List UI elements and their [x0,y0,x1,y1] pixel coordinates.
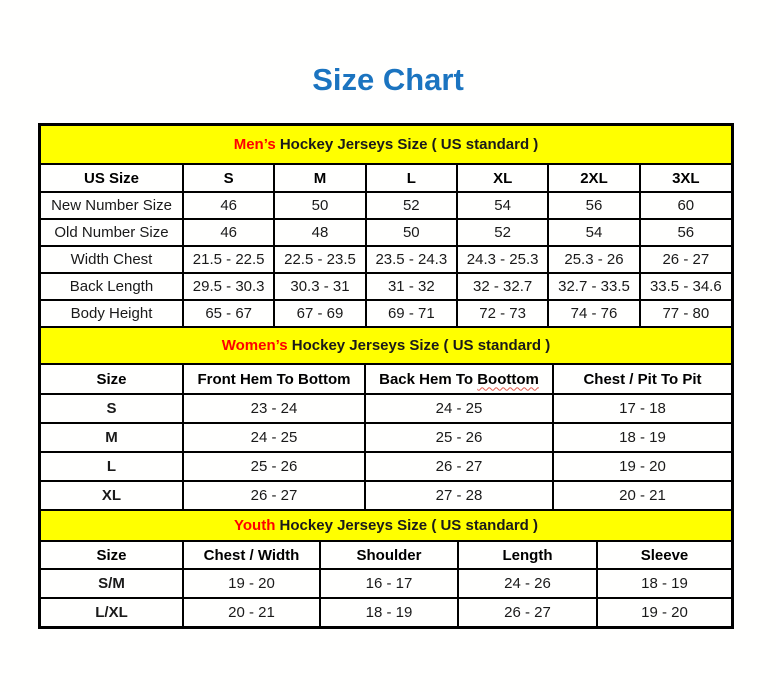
size-value: 52 [366,192,457,219]
size-value: 60 [640,192,731,219]
size-value: 52 [457,219,548,246]
column-header: Front Hem To Bottom [183,364,365,394]
column-header: Chest / Width [183,541,320,569]
column-header-row [41,164,731,192]
column-header: Length [458,541,597,569]
size-value: 17 - 18 [553,394,731,423]
mens-size-table-body [41,126,731,327]
misspelled-word: Boottom [477,370,539,388]
size-value: 19 - 20 [597,598,731,626]
size-value: 48 [274,219,365,246]
section-banner-text: Hockey Jerseys Size ( US standard ) [275,136,539,153]
section-banner-row [41,328,731,364]
size-row [41,452,731,481]
size-value: 24 - 26 [458,569,597,598]
column-header: L [366,164,457,192]
row-label: L/XL [41,598,183,626]
womens-size-table-body [41,328,731,510]
section-banner-row [41,126,731,164]
size-value: 23.5 - 24.3 [366,246,457,273]
size-value: 21.5 - 22.5 [183,246,274,273]
size-row [41,569,731,598]
column-header: Sleeve [597,541,731,569]
size-value: 72 - 73 [457,300,548,327]
column-header: S [183,164,274,192]
size-value: 23 - 24 [183,394,365,423]
size-value: 24 - 25 [365,394,553,423]
row-label: M [41,423,183,452]
section-banner-highlight: Women’s [221,337,288,354]
size-value: 65 - 67 [183,300,274,327]
section-banner [41,126,731,164]
size-value: 27 - 28 [365,481,553,510]
size-row [41,394,731,423]
size-value: 54 [457,192,548,219]
size-row [41,423,731,452]
column-header: 2XL [548,164,639,192]
size-value: 54 [548,219,639,246]
size-value: 24 - 25 [183,423,365,452]
column-header: 3XL [640,164,731,192]
size-value: 24.3 - 25.3 [457,246,548,273]
size-value: 19 - 20 [553,452,731,481]
size-row [41,246,731,273]
youth-size-table-body [41,511,731,626]
size-value: 26 - 27 [458,598,597,626]
row-label: Body Height [41,300,183,327]
size-value: 30.3 - 31 [274,273,365,300]
column-header-text: Back Hem To [379,370,478,388]
column-header: Chest / Pit To Pit [553,364,731,394]
section-banner-text: Hockey Jerseys Size ( US standard ) [287,337,551,354]
column-header-row [41,364,731,394]
size-row [41,481,731,510]
size-value: 29.5 - 30.3 [183,273,274,300]
size-value: 56 [548,192,639,219]
size-row [41,219,731,246]
section-banner-highlight: Men’s [233,136,276,153]
size-value: 25 - 26 [183,452,365,481]
row-label: New Number Size [41,192,183,219]
section-banner-row [41,511,731,541]
size-chart-table-group [38,123,734,629]
size-value: 16 - 17 [320,569,458,598]
size-row [41,273,731,300]
row-label: XL [41,481,183,510]
size-value: 26 - 27 [640,246,731,273]
column-header: Shoulder [320,541,458,569]
section-banner-text: Hockey Jerseys Size ( US standard ) [275,517,538,534]
size-value: 74 - 76 [548,300,639,327]
section-banner-highlight: Youth [234,517,276,534]
size-value: 46 [183,219,274,246]
size-row [41,598,731,626]
row-label: L [41,452,183,481]
size-value: 20 - 21 [183,598,320,626]
size-value: 25.3 - 26 [548,246,639,273]
column-header [365,364,553,394]
row-label: S/M [41,569,183,598]
size-value: 33.5 - 34.6 [640,273,731,300]
page-title: Size Chart [312,62,464,97]
column-header: XL [457,164,548,192]
size-value: 56 [640,219,731,246]
size-value: 32.7 - 33.5 [548,273,639,300]
section-banner [41,328,731,364]
size-row [41,192,731,219]
size-value: 20 - 21 [553,481,731,510]
size-value: 18 - 19 [553,423,731,452]
row-label: Old Number Size [41,219,183,246]
size-value: 31 - 32 [366,273,457,300]
size-value: 69 - 71 [366,300,457,327]
size-value: 77 - 80 [640,300,731,327]
size-value: 19 - 20 [183,569,320,598]
mens-size-table [41,126,731,328]
size-value: 26 - 27 [183,481,365,510]
column-header-row [41,541,731,569]
size-value: 32 - 32.7 [457,273,548,300]
womens-size-table [41,328,731,511]
size-row [41,300,731,327]
section-banner [41,511,731,541]
row-label: Back Length [41,273,183,300]
youth-size-table [41,511,731,626]
size-value: 67 - 69 [274,300,365,327]
column-header: M [274,164,365,192]
size-value: 25 - 26 [365,423,553,452]
size-value: 50 [274,192,365,219]
size-value: 46 [183,192,274,219]
size-value: 50 [366,219,457,246]
column-header: Size [41,364,183,394]
row-label: Width Chest [41,246,183,273]
column-header: US Size [41,164,183,192]
size-value: 18 - 19 [320,598,458,626]
size-value: 26 - 27 [365,452,553,481]
column-header: Size [41,541,183,569]
row-label: S [41,394,183,423]
size-value: 18 - 19 [597,569,731,598]
size-value: 22.5 - 23.5 [274,246,365,273]
